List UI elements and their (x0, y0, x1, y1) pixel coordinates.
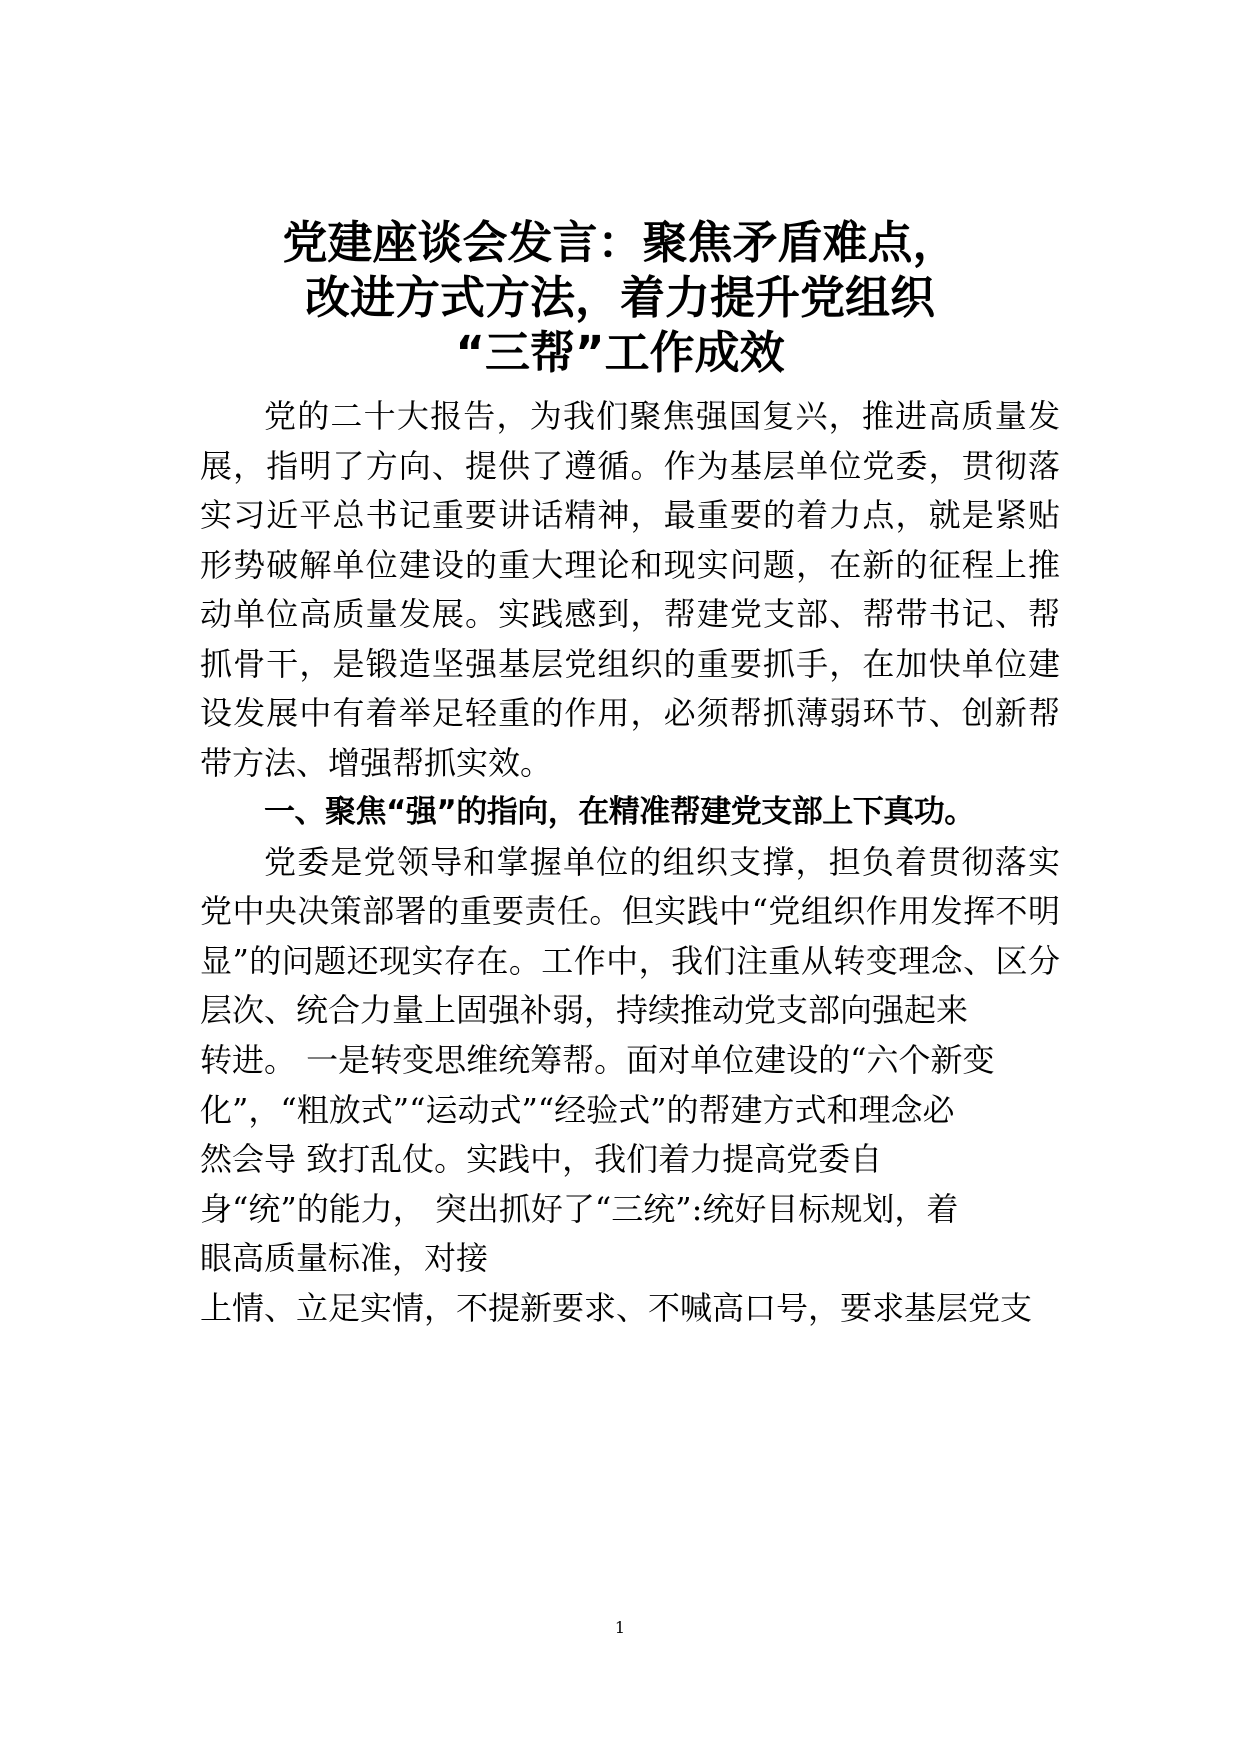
text-line: 眼高质量标准，对接 (200, 1239, 489, 1277)
text-line: 化”，“粗放式”“运动式”“经验式”的帮建方式和理念必 (200, 1090, 955, 1129)
text-line: 然会导 致打乱仗。实践中，我们着力提高党委自 (200, 1140, 883, 1178)
intro-paragraph: 党的二十大报告，为我们聚焦强国复兴，推进高质量发展，指明了方向、提供了遵循。作为基层单位党委，贯彻落实习近平总书记重要讲话精神，最重要的着力点，就是紧贴形势破解单位建设的重大理论和现实问题，在新的征程上推动单位高质量发展。实践感到，帮建党支部、帮带书记、帮抓骨干，是锻造坚强基层党组织的重要抓手，在加快单位建设发展中有着举足轻重的作用，必须帮抓薄弱环节、创新帮带方法、增强帮抓实效。 (200, 397, 1060, 782)
section-1-paragraph: 党委是党领导和掌握单位的组织支撑，担负着贯彻落实党中央决策部署的重要责任。但实践中“党组织作用发挥不明显”的问题还现实存在。工作中，我们注重从转变理念、区分层次、统合力量上固强补弱，持续推动党支部向强起来 (200, 842, 1060, 1029)
text-line: 身“统”的能力， 突出抓好了“三统”:统好目标规划，着 (200, 1189, 959, 1228)
document-title (0, 215, 1240, 380)
text-line: 上情、立足实情，不提新要求、不喊高口号，要求基层党支 (200, 1288, 1033, 1327)
section-1-continuation (200, 1036, 1080, 1333)
document-body (200, 392, 1060, 1036)
page-number: 1 (614, 1618, 626, 1637)
title-line-3: “三帮”工作成效 (455, 326, 785, 379)
section-1-heading: 一、聚焦“强”的指向，在精准帮建党支部上下真功。 (264, 794, 975, 830)
text-line: 转进。 一是转变思维统筹帮。面对单位建设的“六个新变 (200, 1041, 995, 1079)
title-line-2: 改进方式方法，着力提升党组织 (304, 271, 935, 324)
title-line-1: 党建座谈会发言：聚焦矛盾难点， (282, 216, 958, 269)
